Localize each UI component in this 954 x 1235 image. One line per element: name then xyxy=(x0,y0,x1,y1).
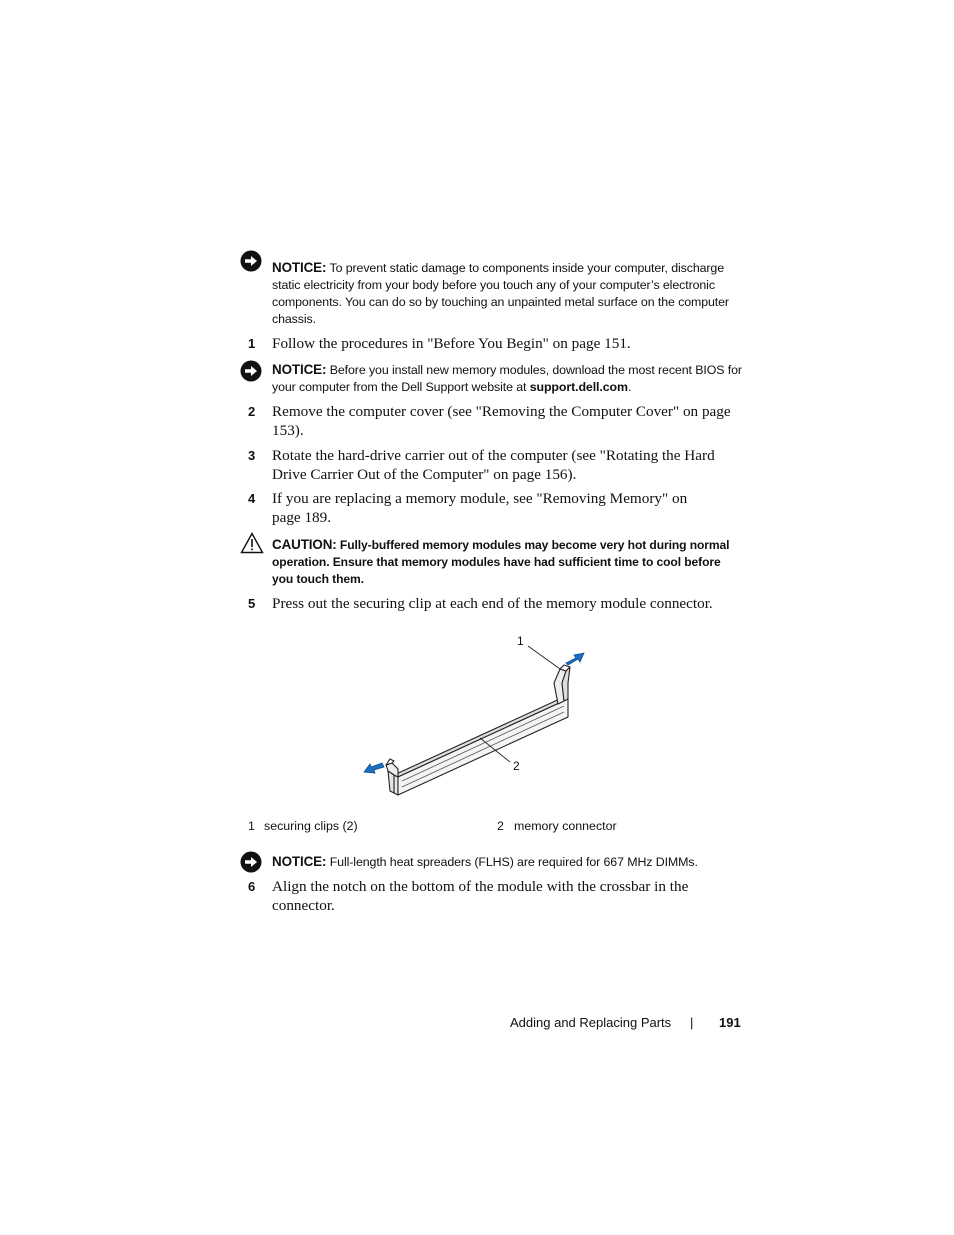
step-4 xyxy=(248,489,748,527)
notice-bios xyxy=(272,361,742,396)
notice-icon xyxy=(240,250,262,272)
caption-securing-clips xyxy=(248,818,358,835)
caption-number: 1 xyxy=(248,819,255,833)
caption-text: memory connector xyxy=(514,819,617,833)
notice-heat-spreaders xyxy=(272,853,742,871)
step-text: Align the notch on the bottom of the module with the crossbar in the connector. xyxy=(272,878,689,914)
footer-separator: | xyxy=(690,1015,694,1030)
step-text: Remove the computer cover (see "Removing the Computer Cover" on page 153). xyxy=(272,403,731,439)
notice-static-damage xyxy=(272,259,742,328)
notice-icon xyxy=(240,851,262,873)
callout-1: 1 xyxy=(517,634,524,648)
step-number: 4 xyxy=(248,491,256,506)
step-6 xyxy=(248,877,748,915)
notice-label: NOTICE: xyxy=(272,362,327,377)
step-1 xyxy=(248,334,748,353)
notice-icon xyxy=(240,360,262,382)
step-text: Follow the procedures in "Before You Begin" on page 151. xyxy=(272,335,631,352)
caution-label: CAUTION: xyxy=(272,537,337,552)
page-number: 191 xyxy=(719,1015,741,1030)
step-number: 2 xyxy=(248,404,256,419)
notice-text-end: . xyxy=(627,380,632,394)
notice-text: Before you install new memory modules, download the most recent BIOS for your computer from the Dell Support website at xyxy=(272,363,742,394)
caption-number: 2 xyxy=(497,819,504,833)
footer-section-title: Adding and Replacing Parts xyxy=(510,1015,672,1030)
caution-text: Fully-buffered memory modules may become very hot during normal operation. Ensure that memory modules have had sufficient time to cool before you touch them. xyxy=(272,538,730,586)
securing-clip-right xyxy=(554,665,570,704)
step-number: 1 xyxy=(248,336,256,351)
step-2 xyxy=(248,402,748,440)
callout-2: 2 xyxy=(513,759,520,773)
arrow-left-icon xyxy=(364,763,384,773)
notice-label: NOTICE: xyxy=(272,854,327,869)
caption-text: securing clips (2) xyxy=(264,819,358,833)
memory-connector-figure xyxy=(350,625,600,805)
support-link[interactable]: support.dell.com xyxy=(529,380,628,394)
step-number: 6 xyxy=(248,879,256,894)
notice-text: Full-length heat spreaders (FLHS) are required for 667 MHz DIMMs. xyxy=(326,855,698,869)
notice-label: NOTICE: xyxy=(272,260,327,275)
step-number: 5 xyxy=(248,596,256,611)
arrow-right-icon xyxy=(566,653,584,665)
caution-hot-modules xyxy=(272,536,742,588)
step-3 xyxy=(248,446,748,484)
step-text: If you are replacing a memory module, see "Removing Memory" on page 189. xyxy=(272,490,688,526)
step-number: 3 xyxy=(248,448,256,463)
step-text: Rotate the hard-drive carrier out of the computer (see "Rotating the Hard Drive Carrier Out of the Computer" on page 156). xyxy=(272,447,715,483)
caption-memory-connector xyxy=(497,818,617,835)
step-text: Press out the securing clip at each end of the memory module connector. xyxy=(272,595,713,612)
caution-icon xyxy=(240,532,264,554)
step-5 xyxy=(248,594,748,613)
notice-text: To prevent static damage to components inside your computer, discharge static electricity from your body before you touch any of your computer’s electronic components. You can do so by touching an unpainted metal surface on the computer chassis. xyxy=(272,261,729,326)
memory-connector xyxy=(394,697,568,795)
